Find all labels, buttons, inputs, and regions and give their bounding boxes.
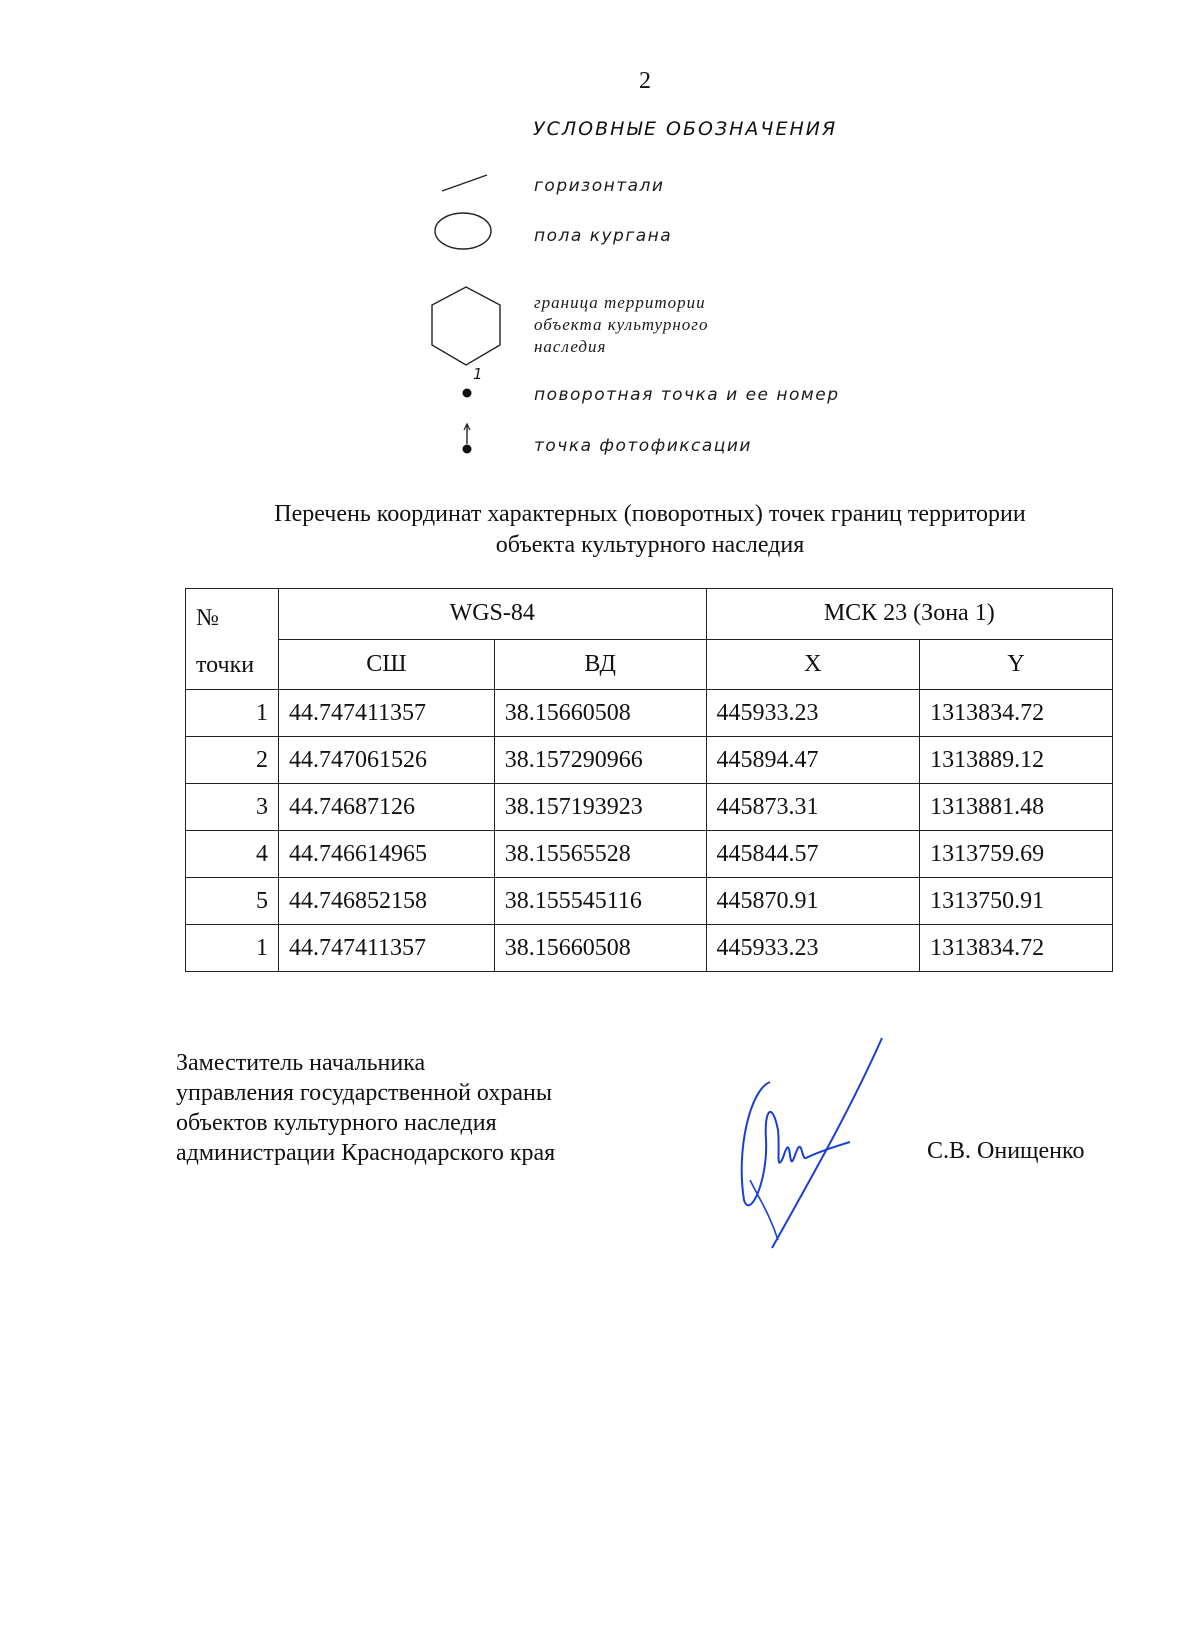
- cell-point: 3: [186, 784, 279, 831]
- cell-point: 1: [186, 925, 279, 972]
- cell-y: 1313889.12: [920, 737, 1113, 784]
- header-longitude: ВД: [494, 639, 706, 690]
- cell-lon: 38.15660508: [494, 690, 706, 737]
- legend-label-boundary-line1: граница территории: [534, 293, 706, 312]
- cell-x: 445933.23: [706, 690, 920, 737]
- cell-point: 2: [186, 737, 279, 784]
- header-msk23: МСК 23 (Зона 1): [706, 589, 1112, 640]
- cell-point: 5: [186, 878, 279, 925]
- cell-x: 445894.47: [706, 737, 920, 784]
- point-number-label: 1: [473, 365, 485, 383]
- cell-lat: 44.746614965: [278, 831, 494, 878]
- ellipse-icon: [432, 210, 494, 252]
- handwritten-signature: [730, 1030, 890, 1260]
- header-num-word: точки: [196, 652, 255, 678]
- signatory-title: [176, 1048, 555, 1168]
- cell-y: 1313881.48: [920, 784, 1113, 831]
- legend-label-boundary-line2: объекта культурного: [534, 315, 709, 334]
- table-title: [180, 499, 1120, 561]
- cell-lon: 38.15565528: [494, 831, 706, 878]
- cell-lat: 44.747061526: [278, 737, 494, 784]
- hexagon-icon: [428, 284, 504, 368]
- cell-y: 1313750.91: [920, 878, 1113, 925]
- header-latitude: СШ: [278, 639, 494, 690]
- header-point-number: [186, 589, 279, 690]
- cell-x: 445870.91: [706, 878, 920, 925]
- photo-point-icon: [460, 422, 474, 456]
- cell-y: 1313759.69: [920, 831, 1113, 878]
- table-title-line2: объекта культурного наследия: [495, 532, 805, 558]
- table-row: [186, 737, 1113, 784]
- table-row: [186, 878, 1113, 925]
- header-y: Y: [920, 639, 1113, 690]
- legend-label-mound-floor: пола кургана: [534, 226, 673, 246]
- cell-lat: 44.747411357: [278, 925, 494, 972]
- cell-lat: 44.74687126: [278, 784, 494, 831]
- cell-x: 445873.31: [706, 784, 920, 831]
- header-num-sign: №: [196, 605, 219, 631]
- legend-label-boundary-line3: наследия: [534, 337, 607, 356]
- cell-lat: 44.747411357: [278, 690, 494, 737]
- point-icon: [460, 386, 474, 400]
- legend-heading: УСЛОВНЫЕ ОБОЗНАЧЕНИЯ: [533, 118, 838, 140]
- cell-lon: 38.15660508: [494, 925, 706, 972]
- table-title-line1: Перечень координат характерных (поворотных) точек границ территории: [274, 501, 1026, 527]
- table-row: [186, 925, 1113, 972]
- legend-label-contours: горизонтали: [534, 176, 665, 196]
- table-header-row-bottom: [186, 639, 1113, 690]
- header-wgs84: WGS-84: [278, 589, 706, 640]
- cell-y: 1313834.72: [920, 690, 1113, 737]
- cell-y: 1313834.72: [920, 925, 1113, 972]
- page-number: 2: [639, 68, 651, 94]
- signatory-name: С.В. Онищенко: [927, 1138, 1085, 1164]
- table-row: [186, 831, 1113, 878]
- signatory-title-line1: Заместитель начальника: [176, 1050, 426, 1076]
- contour-line-icon: [440, 172, 490, 194]
- legend-label-photo-point: точка фотофиксации: [534, 436, 752, 456]
- cell-x: 445844.57: [706, 831, 920, 878]
- cell-point: 1: [186, 690, 279, 737]
- cell-point: 4: [186, 831, 279, 878]
- legend-label-turning-point: поворотная точка и ее номер: [534, 385, 840, 405]
- table-row: [186, 784, 1113, 831]
- signatory-title-line3: объектов культурного наследия: [176, 1110, 497, 1136]
- table-row: [186, 690, 1113, 737]
- cell-lat: 44.746852158: [278, 878, 494, 925]
- header-x: X: [706, 639, 920, 690]
- table-header-row-top: [186, 589, 1113, 640]
- legend-label-boundary: [534, 292, 708, 358]
- signatory-title-line2: управления государственной охраны: [176, 1080, 552, 1106]
- cell-lon: 38.157193923: [494, 784, 706, 831]
- coordinates-table: [185, 588, 1113, 972]
- cell-lon: 38.155545116: [494, 878, 706, 925]
- signatory-title-line4: администрации Краснодарского края: [176, 1140, 556, 1166]
- cell-x: 445933.23: [706, 925, 920, 972]
- cell-lon: 38.157290966: [494, 737, 706, 784]
